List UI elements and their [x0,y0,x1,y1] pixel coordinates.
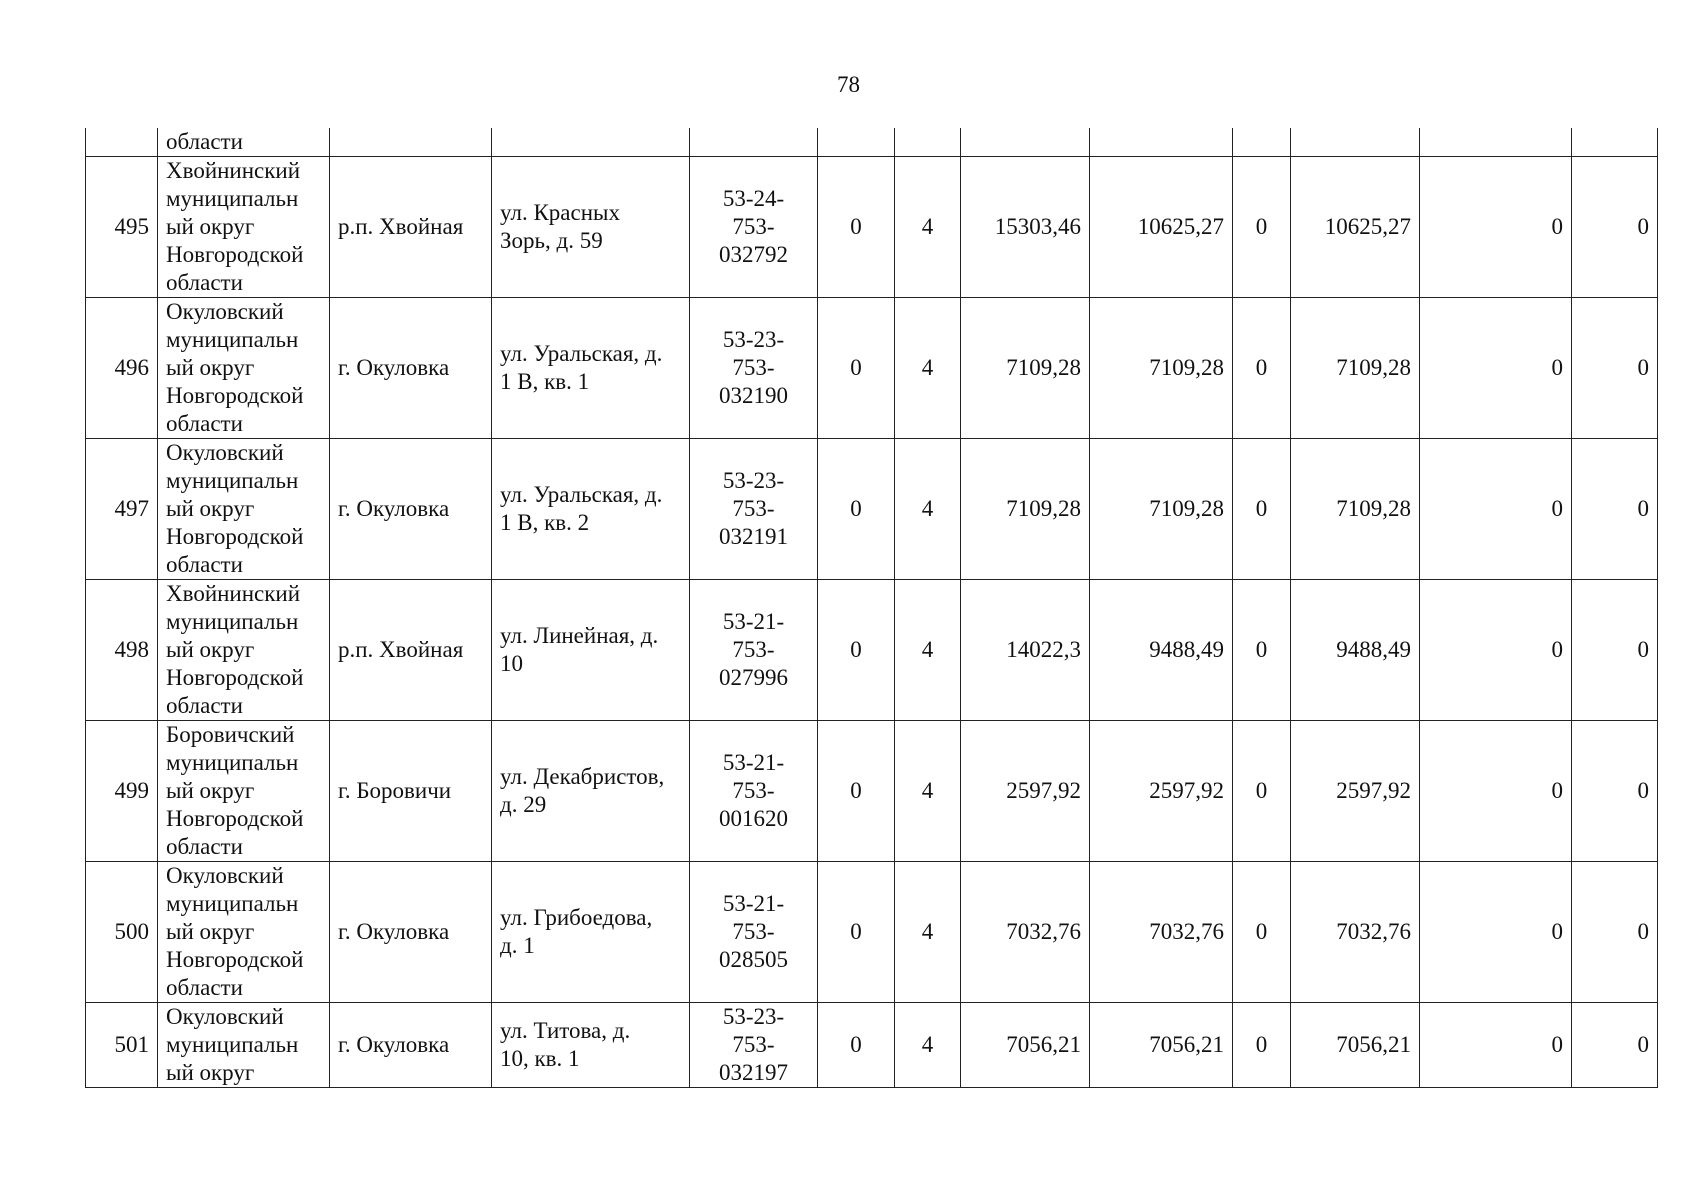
cell-c8: 7056,21 [961,1003,1090,1088]
cell-c13: 0 [1572,862,1658,1003]
cell-c7: 4 [895,298,961,439]
cell-address [492,580,690,721]
cell-c11: 7109,28 [1291,298,1420,439]
cell-c11: 7109,28 [1291,439,1420,580]
cell-district [158,862,330,1003]
cell-c13: 0 [1572,721,1658,862]
cell-district-text: Окуловский муниципальн ый округ Новгородской области [166,440,304,577]
cell-c6: 0 [818,298,895,439]
cell-c12: 0 [1420,298,1572,439]
cell-c10: 0 [1233,439,1291,580]
cell-locality: г. Окуловка [330,1003,492,1088]
table-row [86,580,1658,721]
cell-c9 [1090,128,1233,157]
cell-c11: 7032,76 [1291,862,1420,1003]
cell-c7: 4 [895,721,961,862]
cell-district [158,298,330,439]
cell-district [158,157,330,298]
cell-c9: 2597,92 [1090,721,1233,862]
cell-code-text: 53-23- 753- 032190 [719,327,788,408]
cell-address-text: ул. Грибоедова, д. 1 [500,905,653,958]
cell-c13: 0 [1572,439,1658,580]
cell-locality [330,128,492,157]
cell-c12: 0 [1420,862,1572,1003]
cell-no: 496 [86,298,158,439]
cell-district [158,1003,330,1088]
cell-address-text: ул. Декабристов, д. 29 [500,764,665,817]
cell-district: области [158,128,330,157]
page-number: 78 [837,72,860,97]
cell-code [690,580,818,721]
cell-c9: 7032,76 [1090,862,1233,1003]
cell-code-text: 53-24- 753- 032792 [719,186,788,267]
cell-code [690,862,818,1003]
cell-c12: 0 [1420,721,1572,862]
cell-district [158,580,330,721]
cell-address-text: ул. Уральская, д. 1 В, кв. 1 [500,341,663,394]
cell-address [492,298,690,439]
cell-address [492,862,690,1003]
cell-code-text: 53-23- 753- 032197 [719,1004,788,1085]
cell-c9: 7056,21 [1090,1003,1233,1088]
cell-c12 [1420,128,1572,157]
cell-c10: 0 [1233,862,1291,1003]
cell-c6 [818,128,895,157]
cell-locality: г. Окуловка [330,862,492,1003]
cell-c10 [1233,128,1291,157]
cell-address [492,439,690,580]
table-row [86,157,1658,298]
cell-code [690,128,818,157]
cell-locality: р.п. Хвойная [330,580,492,721]
continuation-row [86,128,1658,157]
cell-district-text: Окуловский муниципальн ый округ Новгородской области [166,299,304,436]
cell-c8: 7032,76 [961,862,1090,1003]
cell-c12: 0 [1420,1003,1572,1088]
cell-c13 [1572,128,1658,157]
cell-c8: 2597,92 [961,721,1090,862]
cell-locality: г. Окуловка [330,439,492,580]
cell-district-text: Окуловский муниципальн ый округ [166,1004,299,1085]
cell-c10: 0 [1233,721,1291,862]
cell-c9: 7109,28 [1090,298,1233,439]
cell-c7: 4 [895,1003,961,1088]
cell-c8 [961,128,1090,157]
cell-locality: г. Окуловка [330,298,492,439]
cell-address [492,157,690,298]
table-row [86,862,1658,1003]
cell-c11: 2597,92 [1291,721,1420,862]
cell-c10: 0 [1233,580,1291,721]
cell-address-text: ул. Уральская, д. 1 В, кв. 2 [500,482,663,535]
cell-c12: 0 [1420,157,1572,298]
cell-code [690,721,818,862]
cell-code [690,439,818,580]
cell-c11 [1291,128,1420,157]
cell-c6: 0 [818,721,895,862]
cell-c6: 0 [818,439,895,580]
cell-c10: 0 [1233,298,1291,439]
table-row [86,439,1658,580]
cell-address-text: ул. Линейная, д. 10 [500,623,659,676]
cell-c9: 9488,49 [1090,580,1233,721]
cell-district [158,439,330,580]
cell-code [690,298,818,439]
cell-address [492,1003,690,1088]
cell-locality: р.п. Хвойная [330,157,492,298]
register-table [85,128,1658,1088]
cell-no: 501 [86,1003,158,1088]
cell-c7: 4 [895,439,961,580]
table-row [86,1003,1658,1088]
cell-address-text: ул. Красных Зорь, д. 59 [500,200,620,253]
cell-c6: 0 [818,862,895,1003]
cell-no: 497 [86,439,158,580]
cell-c9: 7109,28 [1090,439,1233,580]
cell-c7: 4 [895,580,961,721]
cell-c12: 0 [1420,439,1572,580]
cell-no: 499 [86,721,158,862]
cell-code-text: 53-21- 753- 001620 [719,750,788,831]
cell-district [158,721,330,862]
cell-c8: 7109,28 [961,298,1090,439]
cell-no: 498 [86,580,158,721]
cell-locality: г. Боровичи [330,721,492,862]
cell-district-text: Хвойнинский муниципальн ый округ Новгородской области [166,158,304,295]
cell-code-text: 53-23- 753- 032191 [719,468,788,549]
cell-district-text: Окуловский муниципальн ый округ Новгородской области [166,863,304,1000]
cell-code-text: 53-21- 753- 027996 [719,609,788,690]
cell-address [492,721,690,862]
cell-district-text: Боровичский муниципальн ый округ Новгородской области [166,722,304,859]
cell-c10: 0 [1233,1003,1291,1088]
cell-c13: 0 [1572,298,1658,439]
cell-c13: 0 [1572,157,1658,298]
cell-district-text: Хвойнинский муниципальн ый округ Новгородской области [166,581,304,718]
cell-address-text: ул. Титова, д. 10, кв. 1 [500,1018,631,1071]
cell-c11: 7056,21 [1291,1003,1420,1088]
cell-c7: 4 [895,862,961,1003]
cell-no [86,128,158,157]
cell-c8: 7109,28 [961,439,1090,580]
cell-c8: 15303,46 [961,157,1090,298]
cell-c9: 10625,27 [1090,157,1233,298]
cell-c12: 0 [1420,580,1572,721]
table-row [86,298,1658,439]
cell-code [690,1003,818,1088]
cell-no: 500 [86,862,158,1003]
cell-c13: 0 [1572,580,1658,721]
cell-address [492,128,690,157]
cell-code [690,157,818,298]
cell-c11: 9488,49 [1291,580,1420,721]
cell-c13: 0 [1572,1003,1658,1088]
cell-c6: 0 [818,1003,895,1088]
cell-code-text: 53-21- 753- 028505 [719,891,788,972]
cell-c6: 0 [818,580,895,721]
cell-c11: 10625,27 [1291,157,1420,298]
cell-c8: 14022,3 [961,580,1090,721]
cell-c7: 4 [895,157,961,298]
table-row [86,721,1658,862]
cell-c7 [895,128,961,157]
cell-c6: 0 [818,157,895,298]
cell-c10: 0 [1233,157,1291,298]
cell-no: 495 [86,157,158,298]
